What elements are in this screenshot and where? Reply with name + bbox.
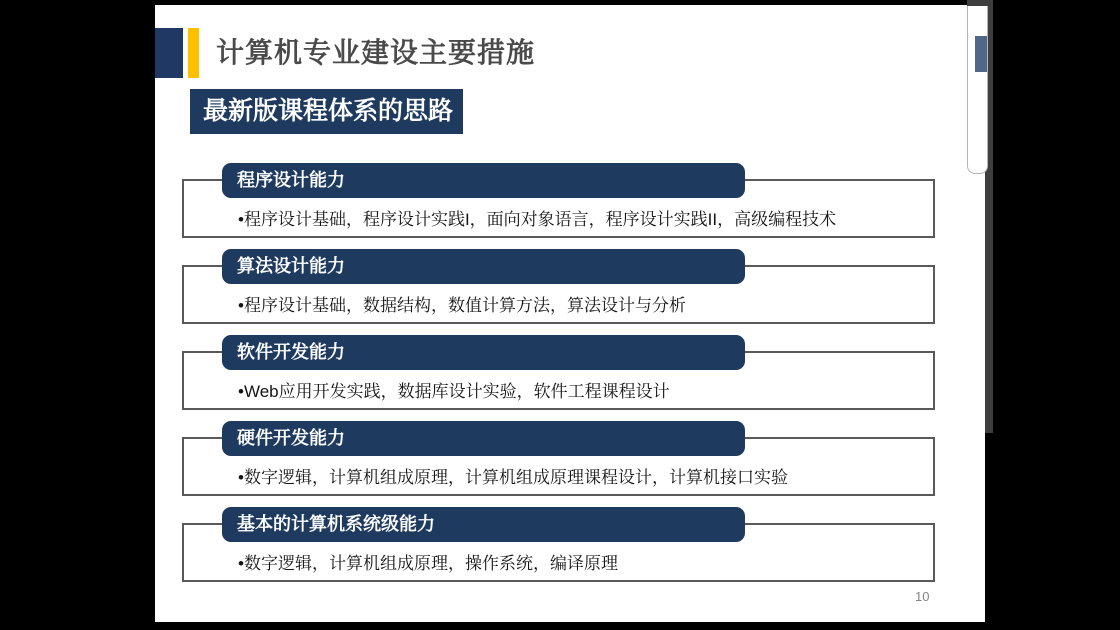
course-list: •程序设计基础，程序设计实践I，面向对象语言，程序设计实践II，高级编程技术 bbox=[238, 210, 837, 229]
capability-block-hardware bbox=[182, 421, 935, 497]
capability-header: 算法设计能力 bbox=[222, 249, 745, 284]
subtitle-banner: 最新版课程体系的思路 bbox=[190, 89, 463, 134]
viewer-top-cap bbox=[967, 0, 993, 6]
capability-header: 硬件开发能力 bbox=[222, 421, 745, 456]
course-list: •数字逻辑，计算机组成原理，操作系统，编译原理 bbox=[238, 554, 618, 573]
scrollbar-track[interactable] bbox=[967, 6, 988, 174]
capability-header: 基本的计算机系统级能力 bbox=[222, 507, 745, 542]
capability-block-software bbox=[182, 335, 935, 411]
capability-block-system bbox=[182, 507, 935, 583]
slide-title: 计算机专业建设主要措施 bbox=[216, 36, 536, 69]
capability-block-algorithm bbox=[182, 249, 935, 325]
capability-header: 软件开发能力 bbox=[222, 335, 745, 370]
page-number: 10 bbox=[915, 589, 930, 604]
course-list: •程序设计基础，数据结构，数值计算方法，算法设计与分析 bbox=[238, 296, 686, 315]
presentation-slide bbox=[155, 5, 985, 622]
course-list: •数字逻辑，计算机组成原理，计算机组成原理课程设计，计算机接口实验 bbox=[238, 468, 788, 487]
title-accent-bar bbox=[188, 28, 199, 78]
capability-block-programming bbox=[182, 163, 935, 239]
title-accent-square bbox=[155, 28, 183, 78]
course-list: •Web应用开发实践，数据库设计实验，软件工程课程设计 bbox=[238, 382, 670, 401]
scrollbar-thumb[interactable] bbox=[975, 36, 987, 72]
capability-header: 程序设计能力 bbox=[222, 163, 745, 198]
